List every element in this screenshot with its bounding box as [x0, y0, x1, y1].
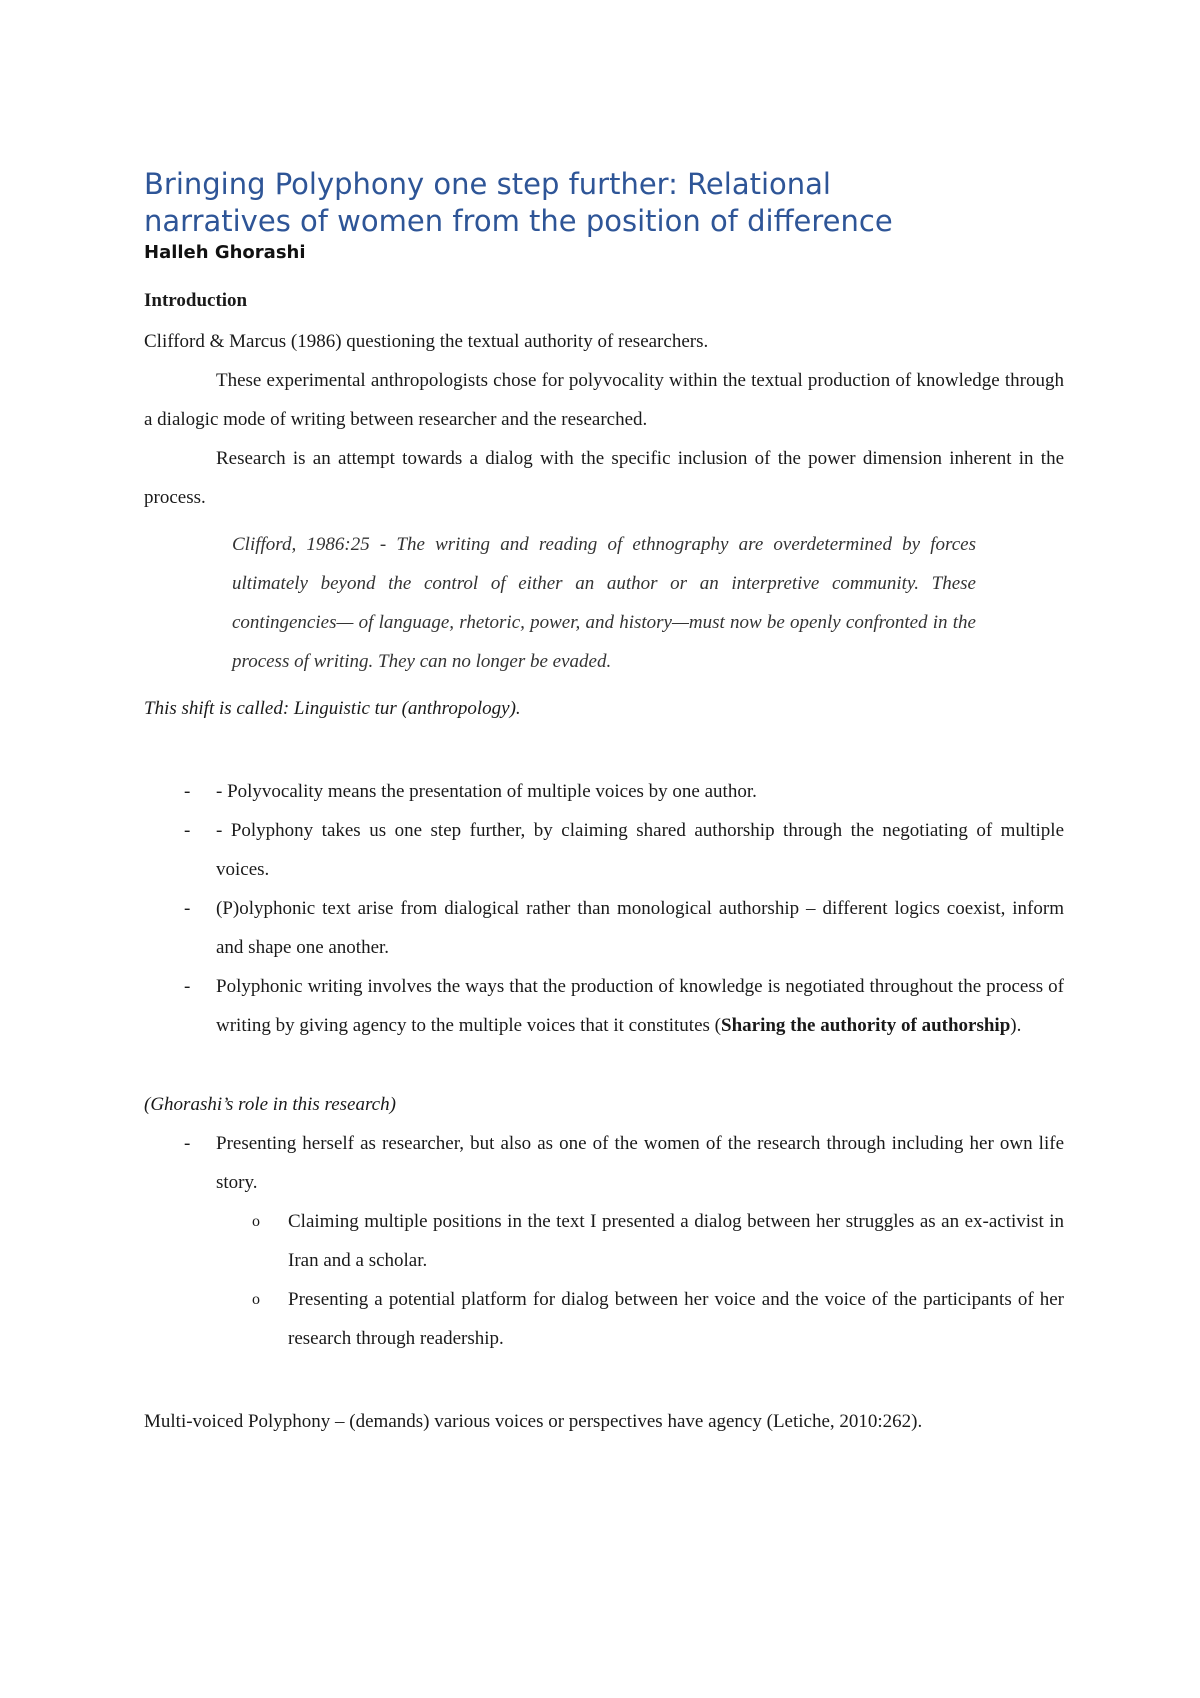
sub-list-item-text: Claiming multiple positions in the text I presented a dialog between her struggles as an ex-activist in Iran and a scholar. [288, 1211, 1064, 1271]
paragraph-2: These experimental anthropologists chose for polyvocality within the textual production of knowledge through a dialogic mode of writing between researcher and the researched. [144, 370, 1064, 430]
title-line-1: Bringing Polyphony one step further: Relational [144, 167, 831, 201]
list-item-text: - Polyvocality means the presentation of multiple voices by one author. [216, 781, 757, 802]
circle-marker: o [252, 1213, 260, 1230]
list-item [144, 1124, 1064, 1358]
block-quote: Clifford, 1986:25 - The writing and reading of ethnography are overdetermined by forces ultimately beyond the control of either an author or an interpretive community. These contingencies— of language, rhetoric, power, and history—must now be openly confronted in the process of writing. They can no longer be evaded. [232, 534, 976, 672]
list-item-text: Presenting herself as researcher, but also as one of the women of the research through including her own life story. [216, 1133, 1064, 1193]
role-bullet-list [144, 1124, 1064, 1358]
list-item-text: Polyphonic writing involves the ways that the production of knowledge is negotiated throughout the process of writing by giving agency to the multiple voices that it constitutes ( [216, 976, 1064, 1036]
paragraph-1: Clifford & Marcus (1986) questioning the textual authority of researchers. [144, 331, 709, 352]
sub-bullet-list [216, 1202, 1064, 1358]
role-heading: (Ghorashi’s role in this research) [144, 1094, 396, 1115]
polyphony-bullet-list [144, 772, 1064, 1045]
circle-marker: o [252, 1291, 260, 1308]
dash-marker: - [184, 820, 191, 841]
paragraph-3: Research is an attempt towards a dialog with the specific inclusion of the power dimension inherent in the process. [144, 448, 1064, 508]
list-item-text: - Polyphony takes us one step further, by claiming shared authorship through the negotiating of multiple voices. [216, 820, 1064, 880]
author-name: Halleh Ghorashi [144, 242, 306, 263]
sub-list-item [216, 1202, 1064, 1280]
document-title [144, 166, 1064, 240]
dash-marker: - [184, 976, 191, 997]
list-item [144, 811, 1064, 889]
list-item [144, 772, 1064, 811]
dash-marker: - [184, 898, 191, 919]
section-heading: Introduction [144, 290, 248, 311]
dash-marker: - [184, 781, 191, 802]
final-line: Multi-voiced Polyphony – (demands) various voices or perspectives have agency (Letiche, 2010:262). [144, 1411, 923, 1432]
shift-line: This shift is called: Linguistic tur (anthropology). [144, 698, 521, 719]
title-line-2: narratives of women from the position of difference [144, 204, 893, 238]
document-body [144, 166, 1064, 1441]
dash-marker: - [184, 1133, 191, 1154]
list-item-text: (P)olyphonic text arise from dialogical rather than monological authorship – different logics coexist, inform and shape one another. [216, 898, 1064, 958]
list-item [144, 889, 1064, 967]
list-item [144, 967, 1064, 1045]
bold-phrase: Sharing the authority of authorship [721, 1015, 1011, 1036]
sub-list-item [216, 1280, 1064, 1358]
sub-list-item-text: Presenting a potential platform for dialog between her voice and the voice of the participants of her research through readership. [288, 1289, 1064, 1349]
list-item-text-end: ). [1010, 1015, 1022, 1036]
